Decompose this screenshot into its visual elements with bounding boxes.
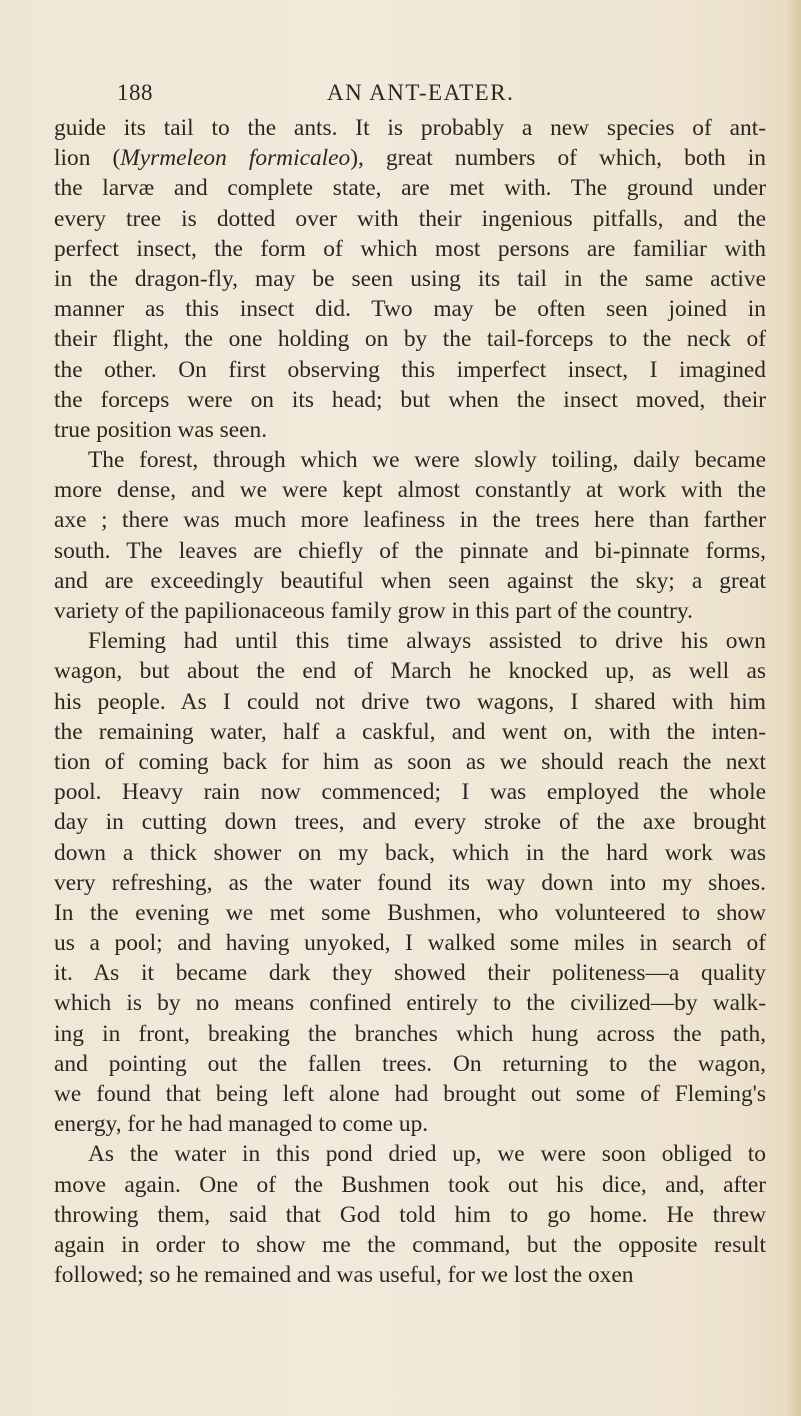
text-line: his people. As I could not drive two wagons, I shared with him (54, 688, 766, 715)
text-line: tion of coming back for him as soon as we should reach the next (54, 748, 766, 775)
text-line: move again. One of the Bushmen took out his dice, and, after (54, 1171, 766, 1198)
text-line: and are exceedingly beautiful when seen against the sky; a great (54, 567, 766, 594)
text-line: lion (Myrmeleon formicaleo), great numbers of which, both in (54, 145, 766, 172)
text-line: it. As it became dark they showed their politeness—a quality (54, 960, 766, 987)
text-line: which is by no means confined entirely to the civilized—by walk- (54, 990, 766, 1017)
text-line: wagon, but about the end of March he knocked up, as well as (54, 658, 766, 685)
text-line: In the evening we met some Bushmen, who volunteered to show (54, 899, 766, 926)
text-line: we found that being left alone had brought out some of Fleming's (54, 1081, 766, 1107)
text-line: the remaining water, half a caskful, and went on, with the inten- (54, 718, 766, 745)
text-line: south. The leaves are chiefly of the pinnate and bi-pinnate forms, (54, 537, 766, 564)
page-number: 188 (117, 80, 153, 105)
text-line: manner as this insect did. Two may be often seen joined in (54, 296, 766, 323)
text-line: their flight, the one holding on by the tail-forceps to the neck of (54, 326, 766, 353)
text-line: down a thick shower on my back, which in the hard work was (54, 839, 766, 866)
text-line: again in order to show me the command, but the opposite result (54, 1231, 766, 1258)
text-line: in the dragon-fly, may be seen using its tail in the same active (54, 265, 766, 292)
paragraph (54, 445, 766, 626)
text-line: very refreshing, as the water found its way down into my shoes. (54, 869, 766, 896)
text-line: perfect insect, the form of which most persons are familiar with (54, 235, 766, 262)
paragraph (54, 1139, 766, 1290)
text-line: The forest, through which we were slowly toiling, daily became (88, 447, 766, 474)
text-line: pool. Heavy rain now commenced; I was employed the whole (54, 779, 766, 806)
text-line: us a pool; and having unyoked, I walked some miles in search of (54, 930, 766, 957)
text-line: and pointing out the fallen trees. On returning to the wagon, (54, 1050, 766, 1077)
text-line: guide its tail to the ants. It is probably a new species of ant- (54, 115, 766, 141)
text-line: the forceps were on its head; but when the insect moved, their (54, 386, 766, 413)
text-line: variety of the papilionaceous family grow in this part of the country. (54, 598, 693, 624)
text-line: followed; so he remained and was useful, for we lost the oxen (54, 1262, 634, 1289)
text-line: Fleming had until this time always assisted to drive his own (88, 628, 766, 655)
text-line: day in cutting down trees, and every stroke of the axe brought (54, 809, 766, 836)
text-line: true position was seen. (54, 416, 268, 443)
page-edge-shadow (787, 0, 801, 1416)
text-line: more dense, and we were kept almost constantly at work with the (54, 477, 766, 504)
paragraph (54, 626, 766, 1139)
page-header (117, 80, 747, 114)
text-line: As the water in this pond dried up, we were soon obliged to (88, 1141, 766, 1168)
paragraph (54, 113, 766, 445)
text-line: the larvæ and complete state, are met with. The ground under (54, 175, 766, 202)
species-name: Myrmeleon formicaleo (120, 145, 351, 172)
running-head: AN ANT-EATER. (327, 80, 515, 105)
text-line: ing in front, breaking the branches which hung across the path, (54, 1020, 766, 1047)
text-line: throwing them, said that God told him to go home. He threw (54, 1201, 766, 1228)
text-line: energy, for he had managed to come up. (54, 1111, 429, 1138)
body-text (54, 113, 766, 1290)
text-line: every tree is dotted over with their ingenious pitfalls, and the (54, 205, 766, 232)
text-line: axe ; there was much more leafiness in the trees here than farther (54, 507, 766, 534)
text-line: the other. On first observing this imperfect insect, I imagined (54, 356, 766, 383)
